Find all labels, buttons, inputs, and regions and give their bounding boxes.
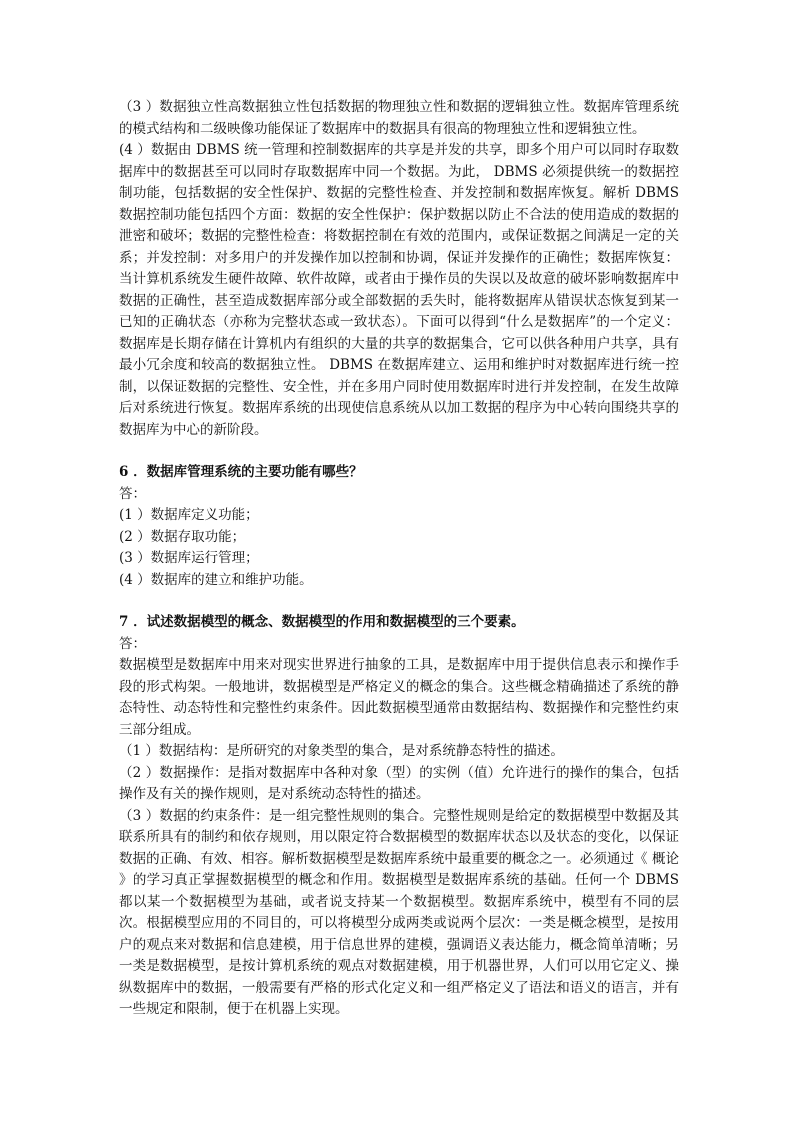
paragraph-data-operation: （2 ）数据操作：是指对数据库中各种对象（型）的实例（值）允许进行的操作的集合，包括操作及有关的操作规则，是对系统动态特性的描述。 xyxy=(119,764,679,802)
list-item: (4 ）数据库的建立和维护功能。 xyxy=(119,571,313,588)
question-6-heading: 6 ．数据库管理系统的主要功能有哪些？ xyxy=(119,464,363,480)
list-item: (2 ）数据存取功能； xyxy=(119,528,246,545)
paragraph-constraints: （3 ）数据的约束条件：是一组完整性规则的集合。完整性规则是给定的数据模型中数据及其联系所具有的制约和依存规则，用以限定符合数据模型的数据库状态以及状态的变化，以保证数据的正确、有效、相容。解析数据模型是数据库系统中最重要的概念之一。必须通过《 概论 》的学习真正掌握数据模型的概念和作用。数据模型是数据库系统的基础。任何一个 DBMS 都以某一个数据模型为基础，或者说支持某一个数据模型。数据库系统中，模型有不同的层次。根据模型应用的不同目的，可以将模型分成两类或说两个层次：一类是概念模型，是按用户的观点来对数据和信息建模，用于信息世界的建模，强调语义表达能力，概念简单清晰；另一类是数据模型，是按计算机系统的观点对数据建模，用于机器世界，人们可以用它定义、操纵数据库中的数据，一般需要有严格的形式化定义和一组严格定义了语法和语义的语言，并有一些规定和限制，便于在机器上实现。 xyxy=(119,807,679,1017)
question-7-heading: 7 ．试述数据模型的概念、数据模型的作用和数据模型的三个要素。 xyxy=(119,614,525,630)
spacer xyxy=(119,441,679,462)
list-item: (1 ）数据库定义功能； xyxy=(119,507,259,523)
paragraph-data-model-intro: 数据模型是数据库中用来对现实世界进行抽象的工具，是数据库中用于提供信息表示和操作手段的形式构架。一般地讲，数据模型是严格定义的概念的集合。这些概念精确描述了系统的静态特性、动态特性和完整性约束条件。因此数据模型通常由数据结构、数据操作和完整性约束三部分组成。 xyxy=(119,657,679,738)
list-item: (3 ）数据库运行管理； xyxy=(119,550,259,566)
answer-label: 答： xyxy=(119,485,146,502)
document-page xyxy=(119,97,679,1021)
paragraph-data-independence: （3 ）数据独立性高数据独立性包括数据的物理独立性和数据的逻辑独立性。数据库管理系统的模式结构和二级映像功能保证了数据库中的数据具有很高的物理独立性和逻辑独立性。 xyxy=(119,99,679,137)
paragraph-data-structure: （1 ）数据结构：是所研究的对象类型的集合，是对系统静态特性的描述。 xyxy=(119,743,564,759)
spacer xyxy=(119,591,679,612)
answer-label: 答： xyxy=(119,635,146,652)
paragraph-dbms-control: (4 ）数据由 DBMS 统一管理和控制数据库的共享是并发的共享，即多个用户可以同时存取数据库中的数据甚至可以同时存取数据库中同一个数据。为此， DBMS 必须提供统一的数据控制功能，包括数据的安全性保护、数据的完整性检查、并发控制和数据库恢复。解析 DBMS 数据控制功能包括四个方面：数据的安全性保护：保护数据以防止不合法的使用造成的数据的泄密和破坏；数据的完整性检查：将数据控制在有效的范围内，或保证数据之间满足一定的关系；并发控制：对多用户的并发操作加以控制和协调，保证并发操作的正确性；数据库恢复：当计算机系统发生硬件故障、软件故障，或者由于操作员的失误以及故意的破坏影响数据库中数据的正确性，甚至造成数据库部分或全部数据的丢失时，能将数据库从错误状态恢复到某一已知的正确状态（亦称为完整状态或一致状态）。下面可以得到“什么是数据库”的一个定义：数据库是长期存储在计算机内有组织的大量的共享的数据集合，它可以供各种用户共享，具有最小冗余度和较高的数据独立性。 DBMS 在数据库建立、运用和维护时对数据库进行统一控制，以保证数据的完整性、安全性，并在多用户同时使用数据库时进行并发控制，在发生故障后对系统进行恢复。数据库系统的出现使信息系统从以加工数据的程序为中心转向围绕共享的数据库为中心的新阶段。 xyxy=(119,142,679,438)
